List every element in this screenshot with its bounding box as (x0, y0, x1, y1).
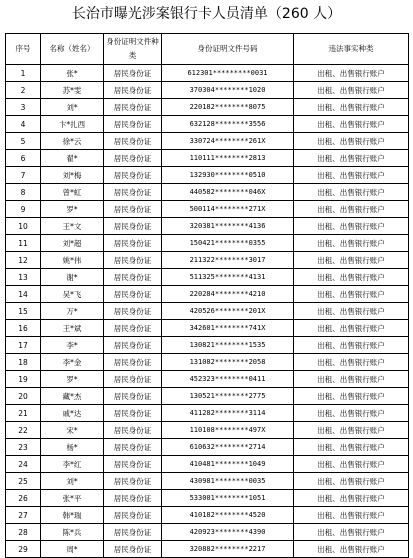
row-seq-cell: 20 (6, 388, 41, 405)
row-doc-type-cell: 居民身份证 (104, 201, 162, 218)
table-row (6, 524, 409, 541)
row-doc-number-cell: 610632********2714 (162, 439, 294, 456)
table-row (6, 82, 409, 99)
row-violation-cell: 出租、出售银行账户 (294, 320, 409, 337)
row-doc-number-cell: 342601********741X (162, 320, 294, 337)
row-violation-cell: 出租、出售银行账户 (294, 337, 409, 354)
row-doc-number-cell: 110108********497X (162, 422, 294, 439)
row-name-cell: 张*平 (41, 490, 104, 507)
row-name-cell: 谢* (41, 269, 104, 286)
table-row (6, 235, 409, 252)
row-doc-number-cell: 220182********8075 (162, 99, 294, 116)
row-violation-cell: 出租、出售银行账户 (294, 252, 409, 269)
row-doc-number-cell: 131082********2058 (162, 354, 294, 371)
row-doc-number-cell: 511325********4131 (162, 269, 294, 286)
table-header (6, 34, 409, 65)
row-name-cell: 藏*杰 (41, 388, 104, 405)
header-row (6, 34, 409, 65)
table-row (6, 490, 409, 507)
row-doc-type-cell: 居民身份证 (104, 371, 162, 388)
row-seq-cell: 25 (6, 473, 41, 490)
row-seq-cell: 5 (6, 133, 41, 150)
row-name-cell: 刘* (41, 99, 104, 116)
row-violation-cell: 出租、出售银行账户 (294, 65, 409, 82)
row-doc-type-cell: 居民身份证 (104, 439, 162, 456)
row-seq-cell: 15 (6, 303, 41, 320)
row-doc-number-cell: 440582********046X (162, 184, 294, 201)
row-violation-cell: 出租、出售银行账户 (294, 541, 409, 558)
table-row (6, 201, 409, 218)
row-doc-type-cell: 居民身份证 (104, 269, 162, 286)
table-row (6, 507, 409, 524)
table-row (6, 133, 409, 150)
table-row (6, 252, 409, 269)
row-seq-cell: 1 (6, 65, 41, 82)
table-row (6, 167, 409, 184)
row-doc-type-cell: 居民身份证 (104, 490, 162, 507)
table-row (6, 422, 409, 439)
row-doc-number-cell: 130521********2775 (162, 388, 294, 405)
row-doc-type-cell: 居民身份证 (104, 354, 162, 371)
table-row (6, 65, 409, 82)
table-row (6, 405, 409, 422)
row-doc-type-cell: 居民身份证 (104, 82, 162, 99)
table-body (6, 65, 409, 558)
row-doc-type-cell: 居民身份证 (104, 524, 162, 541)
row-doc-type-cell: 居民身份证 (104, 303, 162, 320)
row-doc-number-cell: 220284********4210 (162, 286, 294, 303)
row-name-cell: 李*红 (41, 456, 104, 473)
row-violation-cell: 出租、出售银行账户 (294, 167, 409, 184)
row-doc-number-cell: 410481********1049 (162, 456, 294, 473)
row-doc-type-cell: 居民身份证 (104, 320, 162, 337)
row-seq-cell: 14 (6, 286, 41, 303)
row-violation-cell: 出租、出售银行账户 (294, 405, 409, 422)
row-doc-number-cell: 612301*********0031 (162, 65, 294, 82)
row-seq-cell: 27 (6, 507, 41, 524)
table-row (6, 354, 409, 371)
row-doc-type-cell: 居民身份证 (104, 541, 162, 558)
row-name-cell: 徐*云 (41, 133, 104, 150)
row-violation-cell: 出租、出售银行账户 (294, 371, 409, 388)
row-violation-cell: 出租、出售银行账户 (294, 388, 409, 405)
row-doc-type-cell: 居民身份证 (104, 337, 162, 354)
row-doc-number-cell: 130821********1535 (162, 337, 294, 354)
row-name-cell: 刘*梅 (41, 167, 104, 184)
row-doc-number-cell: 500114********271X (162, 201, 294, 218)
row-name-cell: 戚*达 (41, 405, 104, 422)
row-seq-cell: 29 (6, 541, 41, 558)
row-doc-number-cell: 370304********1020 (162, 82, 294, 99)
row-seq-cell: 13 (6, 269, 41, 286)
row-violation-cell: 出租、出售银行账户 (294, 354, 409, 371)
row-name-cell: 陈*兵 (41, 524, 104, 541)
row-name-cell: 翟* (41, 150, 104, 167)
row-seq-cell: 11 (6, 235, 41, 252)
table-row (6, 116, 409, 133)
table-row (6, 439, 409, 456)
row-doc-number-cell: 632128********3556 (162, 116, 294, 133)
header-doc-number: 身份证明文件号码 (162, 34, 294, 65)
row-violation-cell: 出租、出售银行账户 (294, 439, 409, 456)
header-name: 名称（姓名） (41, 34, 104, 65)
row-seq-cell: 4 (6, 116, 41, 133)
row-doc-type-cell: 居民身份证 (104, 252, 162, 269)
row-doc-number-cell: 320381********4136 (162, 218, 294, 235)
row-seq-cell: 10 (6, 218, 41, 235)
row-name-cell: 韩*瑞 (41, 507, 104, 524)
row-seq-cell: 3 (6, 99, 41, 116)
row-violation-cell: 出租、出售银行账户 (294, 201, 409, 218)
row-name-cell: 刘*超 (41, 235, 104, 252)
row-name-cell: 李*金 (41, 354, 104, 371)
row-doc-type-cell: 居民身份证 (104, 422, 162, 439)
row-seq-cell: 22 (6, 422, 41, 439)
row-doc-type-cell: 居民身份证 (104, 405, 162, 422)
row-name-cell: 宋* (41, 422, 104, 439)
table-row (6, 337, 409, 354)
row-doc-number-cell: 132930********0510 (162, 167, 294, 184)
row-violation-cell: 出租、出售银行账户 (294, 116, 409, 133)
table-row (6, 320, 409, 337)
row-violation-cell: 出租、出售银行账户 (294, 490, 409, 507)
table-row (6, 303, 409, 320)
table-row (6, 371, 409, 388)
row-seq-cell: 28 (6, 524, 41, 541)
table-row (6, 473, 409, 490)
row-doc-number-cell: 211322********3017 (162, 252, 294, 269)
personnel-table (5, 33, 409, 558)
table-row (6, 456, 409, 473)
row-seq-cell: 6 (6, 150, 41, 167)
row-doc-type-cell: 居民身份证 (104, 99, 162, 116)
row-violation-cell: 出租、出售银行账户 (294, 524, 409, 541)
row-name-cell: 周* (41, 541, 104, 558)
row-doc-number-cell: 410182********4520 (162, 507, 294, 524)
row-name-cell: 姚*伟 (41, 252, 104, 269)
header-violation: 违法事实种类 (294, 34, 409, 65)
document-title: 长治市曝光涉案银行卡人员清单（260 人） (71, 6, 342, 22)
row-violation-cell: 出租、出售银行账户 (294, 456, 409, 473)
row-name-cell: 卞*扎西 (41, 116, 104, 133)
row-doc-number-cell: 420923********4390 (162, 524, 294, 541)
row-seq-cell: 12 (6, 252, 41, 269)
row-doc-type-cell: 居民身份证 (104, 507, 162, 524)
row-name-cell: 张* (41, 65, 104, 82)
row-name-cell: 王*斌 (41, 320, 104, 337)
table-row (6, 150, 409, 167)
row-doc-type-cell: 居民身份证 (104, 235, 162, 252)
header-seq: 序号 (6, 34, 41, 65)
row-name-cell: 刘* (41, 473, 104, 490)
row-violation-cell: 出租、出售银行账户 (294, 422, 409, 439)
table-row (6, 99, 409, 116)
header-doc-type: 身份证明文件种类 (104, 34, 162, 65)
row-seq-cell: 23 (6, 439, 41, 456)
row-doc-type-cell: 居民身份证 (104, 167, 162, 184)
row-name-cell: 王*文 (41, 218, 104, 235)
row-doc-number-cell: 533001********1051 (162, 490, 294, 507)
row-doc-number-cell: 411282********3114 (162, 405, 294, 422)
row-doc-number-cell: 330724********261X (162, 133, 294, 150)
row-seq-cell: 7 (6, 167, 41, 184)
table-row (6, 269, 409, 286)
row-doc-number-cell: 420526********201X (162, 303, 294, 320)
row-doc-number-cell: 320882********2217 (162, 541, 294, 558)
row-doc-number-cell: 452323********0411 (162, 371, 294, 388)
row-doc-type-cell: 居民身份证 (104, 456, 162, 473)
row-doc-number-cell: 150421********0355 (162, 235, 294, 252)
row-violation-cell: 出租、出售银行账户 (294, 150, 409, 167)
table-row (6, 286, 409, 303)
row-seq-cell: 2 (6, 82, 41, 99)
row-name-cell: 李* (41, 337, 104, 354)
row-seq-cell: 17 (6, 337, 41, 354)
row-violation-cell: 出租、出售银行账户 (294, 303, 409, 320)
row-violation-cell: 出租、出售银行账户 (294, 286, 409, 303)
row-doc-type-cell: 居民身份证 (104, 286, 162, 303)
row-name-cell: 曾*虹 (41, 184, 104, 201)
row-doc-type-cell: 居民身份证 (104, 116, 162, 133)
row-violation-cell: 出租、出售银行账户 (294, 507, 409, 524)
row-name-cell: 苏*雯 (41, 82, 104, 99)
row-seq-cell: 16 (6, 320, 41, 337)
row-seq-cell: 9 (6, 201, 41, 218)
row-seq-cell: 26 (6, 490, 41, 507)
row-name-cell: 杨* (41, 439, 104, 456)
row-name-cell: 万* (41, 303, 104, 320)
table-row (6, 388, 409, 405)
row-violation-cell: 出租、出售银行账户 (294, 99, 409, 116)
row-violation-cell: 出租、出售银行账户 (294, 473, 409, 490)
row-doc-number-cell: 110111********2813 (162, 150, 294, 167)
row-doc-type-cell: 居民身份证 (104, 388, 162, 405)
row-doc-type-cell: 居民身份证 (104, 218, 162, 235)
row-seq-cell: 21 (6, 405, 41, 422)
row-seq-cell: 18 (6, 354, 41, 371)
row-seq-cell: 24 (6, 456, 41, 473)
table-row (6, 218, 409, 235)
row-name-cell: 吴*飞 (41, 286, 104, 303)
row-name-cell: 罗* (41, 201, 104, 218)
row-seq-cell: 8 (6, 184, 41, 201)
row-doc-type-cell: 居民身份证 (104, 65, 162, 82)
row-violation-cell: 出租、出售银行账户 (294, 269, 409, 286)
row-violation-cell: 出租、出售银行账户 (294, 184, 409, 201)
row-doc-number-cell: 430981********0035 (162, 473, 294, 490)
row-doc-type-cell: 居民身份证 (104, 184, 162, 201)
row-violation-cell: 出租、出售银行账户 (294, 82, 409, 99)
row-name-cell: 罗* (41, 371, 104, 388)
row-seq-cell: 19 (6, 371, 41, 388)
row-violation-cell: 出租、出售银行账户 (294, 133, 409, 150)
row-violation-cell: 出租、出售银行账户 (294, 218, 409, 235)
row-doc-type-cell: 居民身份证 (104, 150, 162, 167)
row-doc-type-cell: 居民身份证 (104, 133, 162, 150)
row-violation-cell: 出租、出售银行账户 (294, 235, 409, 252)
table-row (6, 541, 409, 558)
row-doc-type-cell: 居民身份证 (104, 473, 162, 490)
table-row (6, 184, 409, 201)
